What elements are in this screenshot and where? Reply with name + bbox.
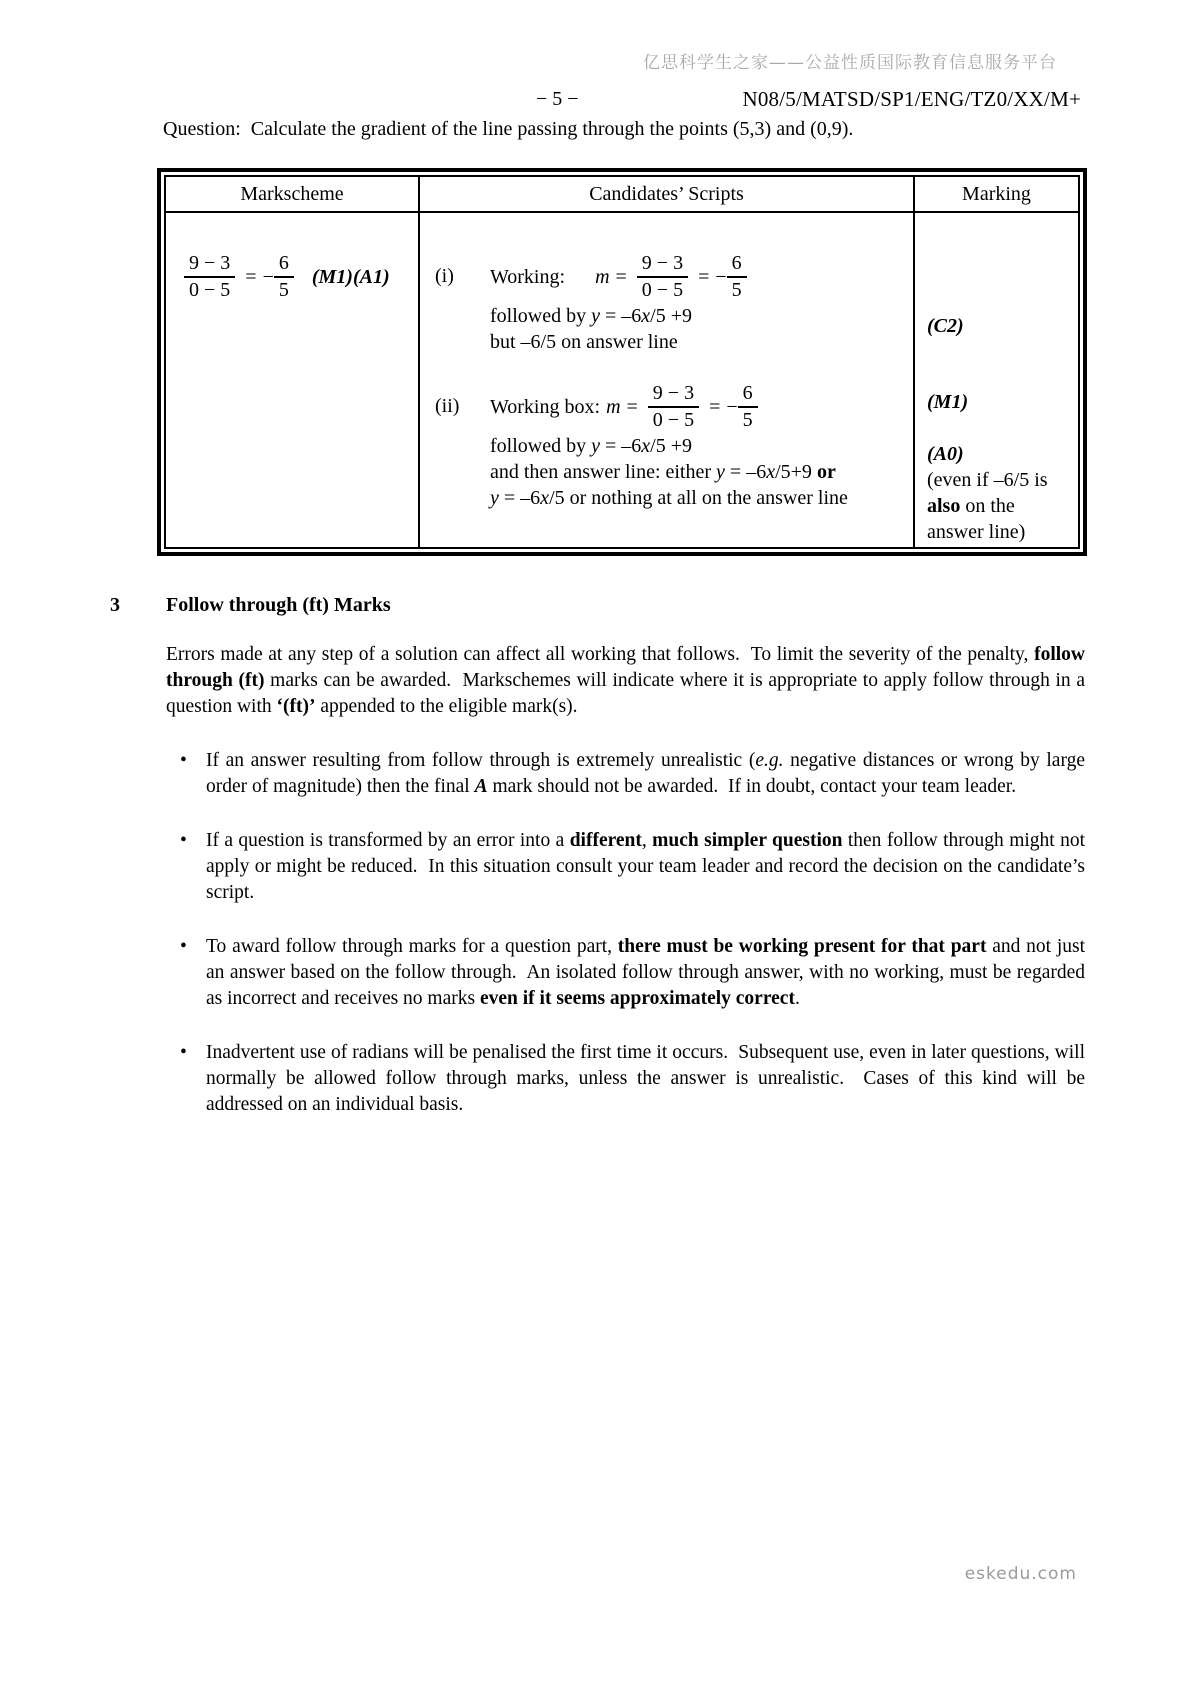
marking-cell bbox=[915, 213, 1078, 547]
text-segment: or bbox=[816, 461, 836, 483]
fraction: $\frac{6}{5}$ bbox=[727, 251, 747, 303]
text-segment: To award follow through marks for a question part, bbox=[206, 936, 618, 957]
text-segment: on the answer line) bbox=[927, 495, 1026, 543]
text-segment: follow through (ft) bbox=[166, 644, 1090, 691]
question-text: Question: Calculate the gradient of the line passing through the points (5,3) and (0,9). bbox=[163, 118, 854, 140]
text-segment: ‘(ft)’ bbox=[276, 696, 316, 717]
mark-note bbox=[927, 467, 1068, 545]
section-intro-paragraph bbox=[166, 642, 1090, 720]
equals-sign: = bbox=[245, 265, 257, 288]
markscheme-equation bbox=[184, 251, 410, 303]
working-box-equation: Working box: m = $\frac{9 - 3}{0 - 5}$ = − $\frac{6}{5}$ bbox=[490, 381, 903, 433]
mark-a0: (A0) bbox=[927, 443, 964, 465]
text-segment: /5+9 bbox=[775, 461, 817, 483]
fraction: $\frac{9 - 3}{0 - 5}$ bbox=[648, 381, 699, 433]
text-segment: y bbox=[490, 487, 499, 509]
text-segment: y bbox=[591, 435, 600, 457]
var-m: m bbox=[595, 265, 610, 288]
text-segment: = –6 bbox=[724, 461, 767, 483]
script-item-ii bbox=[435, 381, 903, 511]
markscheme-table bbox=[157, 168, 1087, 556]
text-segment: = –6 bbox=[498, 487, 541, 509]
text-segment: (even if –6/5 is bbox=[927, 469, 1048, 491]
text-segment: marks can be awarded. Markschemes will indicate where it is appropriate to apply follow through in a question with bbox=[166, 670, 1090, 717]
footer-watermark: eskedu.com bbox=[964, 1564, 1077, 1584]
exam-paper-code: N08/5/MATSD/SP1/ENG/TZ0/XX/M+ bbox=[742, 87, 1081, 111]
header-marking: Marking bbox=[962, 182, 1031, 205]
text-segment: followed by bbox=[490, 435, 592, 457]
text-segment: different bbox=[569, 830, 642, 851]
header-candidates-scripts: Candidates’ Scripts bbox=[420, 177, 915, 211]
item-label: (i) bbox=[435, 265, 454, 287]
fraction: $\frac{6}{5}$ bbox=[738, 381, 758, 433]
followed-by-line bbox=[490, 433, 903, 459]
chinese-watermark-header: 亿思科学生之家——公益性质国际教育信息服务平台 bbox=[643, 53, 1057, 73]
bullet-text bbox=[206, 828, 1090, 906]
text-segment: A bbox=[474, 776, 488, 797]
text-segment: but –6/5 on answer line bbox=[490, 331, 678, 353]
markscheme-table-inner bbox=[164, 175, 1080, 549]
text-segment: and not just an answer based on the follow through. An isolated follow through answer, with no working, must be regarded as incorrect and receives no marks bbox=[206, 936, 1090, 1009]
header-markscheme: Markscheme bbox=[166, 177, 420, 211]
followed-by-line bbox=[490, 303, 903, 329]
text-segment: If a question is transformed by an error into a bbox=[206, 830, 570, 851]
section-follow-through bbox=[110, 592, 1090, 1118]
bullet-marker: • bbox=[180, 1042, 187, 1063]
text-segment: Errors made at any step of a solution can affect all working that follows. To limit the severity of the penalty, bbox=[166, 644, 1035, 665]
text-segment: /5 or nothing at all on the answer line bbox=[549, 487, 848, 509]
mark-m1: (M1) bbox=[927, 391, 969, 413]
text-segment: /5 +9 bbox=[650, 435, 692, 457]
text-segment: even if it seems approximately correct bbox=[479, 988, 795, 1009]
bullet-text bbox=[206, 748, 1090, 800]
text-segment: negative distances or wrong by large order of magnitude) then the final bbox=[206, 750, 1090, 797]
fraction: $\frac{9 - 3}{0 - 5}$ bbox=[184, 251, 235, 303]
text-segment: and then answer line: either bbox=[490, 461, 717, 483]
text-segment: mark should not be awarded. If in doubt, contact your team leader. bbox=[487, 776, 1017, 797]
text-segment: also bbox=[927, 495, 961, 517]
bullet-item bbox=[166, 1040, 1090, 1118]
text-segment: If an answer resulting from follow through is extremely unrealistic ( bbox=[206, 750, 756, 771]
text-segment: x bbox=[540, 487, 550, 509]
text-segment: . bbox=[794, 988, 800, 1009]
text-segment: = –6 bbox=[599, 435, 642, 457]
mark-c2: (C2) bbox=[927, 315, 964, 337]
bullet-item bbox=[166, 748, 1090, 800]
text-segment: x bbox=[641, 305, 651, 327]
bullet-item bbox=[166, 934, 1090, 1012]
bullet-item bbox=[166, 828, 1090, 906]
answer-line-note bbox=[490, 329, 903, 355]
answer-line-nothing bbox=[490, 485, 903, 511]
text-segment: appended to the eligible mark(s). bbox=[315, 696, 578, 717]
minus-sign: − bbox=[262, 265, 274, 288]
script-item-i bbox=[435, 251, 903, 355]
var-m: m bbox=[606, 395, 621, 418]
bullet-text bbox=[206, 934, 1090, 1012]
text-segment: y bbox=[591, 305, 600, 327]
markscheme-cell bbox=[166, 213, 420, 547]
section-title: Follow through (ft) Marks bbox=[166, 594, 391, 616]
bullet-marker: • bbox=[180, 936, 187, 957]
fraction: $\frac{9 - 3}{0 - 5}$ bbox=[637, 251, 688, 303]
text-segment: y bbox=[716, 461, 725, 483]
text-segment: e.g. bbox=[755, 750, 784, 771]
text-segment: Inadvertent use of radians will be penalised the first time it occurs. Subsequent use, even in later questions, will normally be allowed follow through marks, unless the answer is unrealistic. Cases of this kind will be addressed on an individual basis. bbox=[206, 1042, 1090, 1115]
working-equation: Working: m = $\frac{9 - 3}{0 - 5}$ = − $\frac{6}{5}$ bbox=[490, 251, 903, 303]
text-segment: = –6 bbox=[599, 305, 642, 327]
text-segment: , bbox=[641, 830, 653, 851]
bullet-marker: • bbox=[180, 750, 187, 771]
text-segment: /5 +9 bbox=[650, 305, 692, 327]
candidates-scripts-cell bbox=[420, 213, 915, 547]
table-header-row bbox=[166, 177, 1078, 213]
text-segment: x bbox=[641, 435, 651, 457]
text-segment: followed by bbox=[490, 305, 592, 327]
item-label: (ii) bbox=[435, 395, 460, 417]
fraction: $\frac{6}{5}$ bbox=[274, 251, 294, 303]
text-segment: there must be working present for that part bbox=[617, 936, 987, 957]
page-number: − 5 − bbox=[536, 88, 579, 110]
section-number: 3 bbox=[110, 594, 120, 616]
mark-codes-m1a1: (M1)(A1) bbox=[311, 265, 390, 288]
text-segment: much simpler question bbox=[652, 830, 843, 851]
text-segment: x bbox=[766, 461, 776, 483]
answer-line-either bbox=[490, 459, 903, 485]
text-segment: then follow through might not apply or might be reduced. In this situation consult your team leader and record the decision on the candidate’s script. bbox=[206, 830, 1090, 903]
bullet-text bbox=[206, 1040, 1090, 1118]
table-body-row bbox=[166, 213, 1078, 547]
bullet-marker: • bbox=[180, 830, 187, 851]
